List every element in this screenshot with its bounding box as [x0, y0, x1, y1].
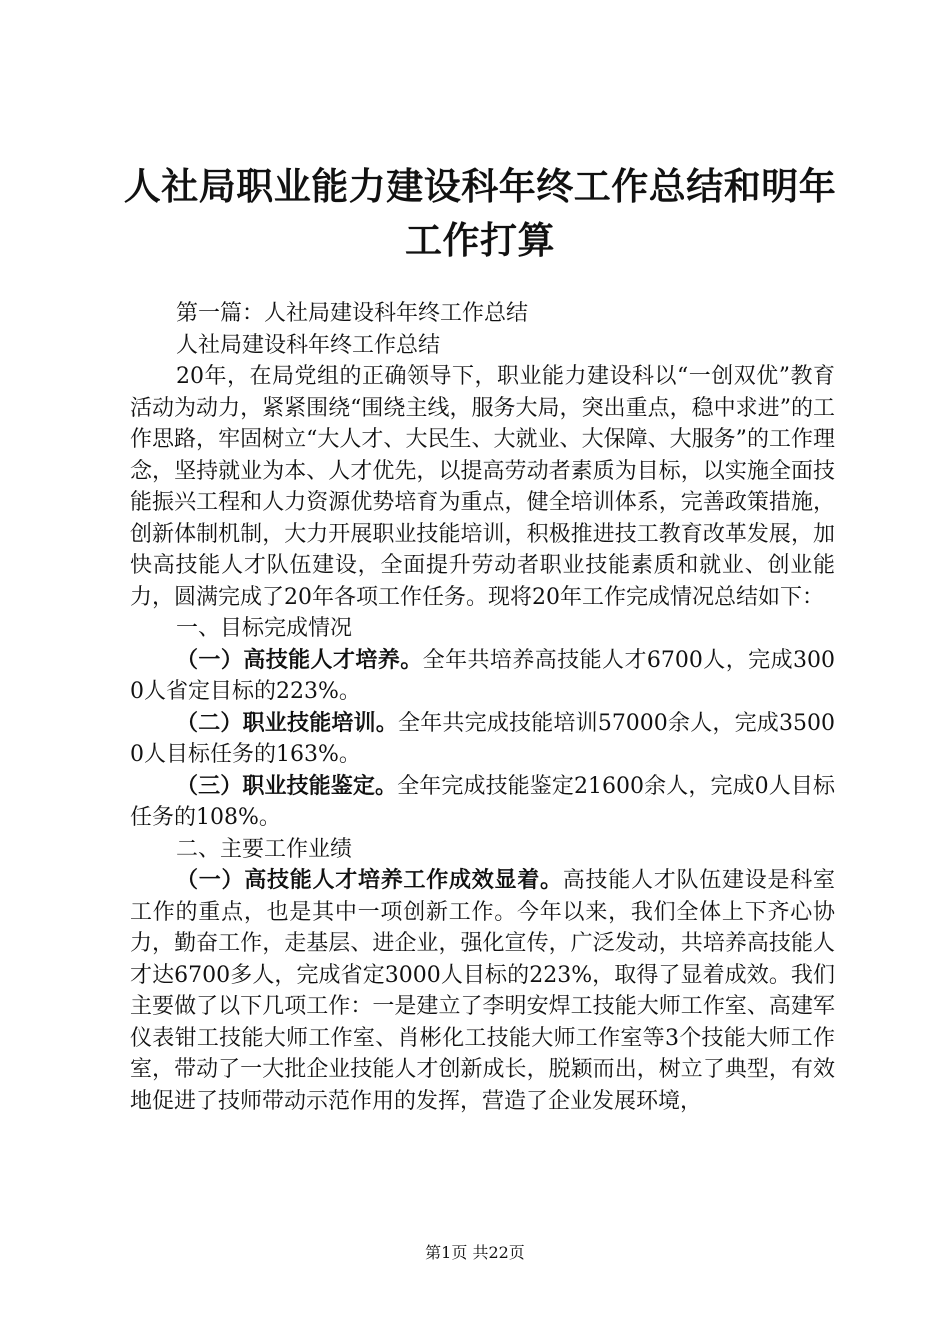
- goal-item-3-text: 全年完成技能鉴定21600余人，完成0人目标任务的108%。: [130, 773, 835, 830]
- goal-item-1-text: 全年共培养高技能人才6700人，完成3000人省定目标的223%。: [130, 647, 835, 704]
- achievement-item-1-label: （一）高技能人才培养工作成效显着。: [176, 868, 563, 893]
- intro-paragraph: 20年，在局党组的正确领导下，职业能力建设科以“一创双优”教育活动为动力，紧紧围绕“围绕主线，服务大局，突出重点，稳中求进”的工作思路，牢固树立“大人才、大民生、大就业、大保障、大服务”的工作理念，坚持就业为本、人才优先，以提高劳动者素质为目标，以实施全面技能振兴工程和人力资源优势培育为重点，健全培训体系，完善政策措施，创新体制机制，大力开展职业技能培训，积极推进技工教育改革发展，加快高技能人才队伍建设，全面提升劳动者职业技能素质和就业、创业能力，圆满完成了20年各项工作任务。现将20年工作完成情况总结如下：: [130, 364, 835, 610]
- goal-item-1: [130, 645, 835, 708]
- page-footer: 第1页 共22页: [425, 1243, 525, 1262]
- goal-item-2-text: 全年共完成技能培训57000余人，完成35000人目标任务的163%。: [130, 710, 835, 767]
- heading-goals: 一、目标完成情况: [176, 616, 353, 641]
- achievement-item-1: [130, 865, 835, 1117]
- goal-item-3: [130, 771, 835, 834]
- heading-achievements: 二、主要工作业绩: [176, 836, 353, 862]
- chapter-heading: 第一篇：人社局建设科年终工作总结: [176, 301, 529, 326]
- document-title: 人社局职业能力建设科年终工作总结和明年工作打算: [123, 165, 837, 262]
- goal-item-2-label: （二）职业技能培训。: [176, 710, 399, 736]
- goal-item-1-label: （一）高技能人才培养。: [176, 647, 423, 673]
- section-title: 人社局建设科年终工作总结: [176, 332, 441, 358]
- goal-item-3-label: （三）职业技能鉴定。: [176, 773, 398, 799]
- goal-item-2: [130, 708, 835, 771]
- document-body: [130, 298, 835, 1117]
- achievement-item-1-text: 高技能人才队伍建设是科室工作的重点，也是其中一项创新工作。今年以来，我们全体上下齐心协力，勤奋工作，走基层、进企业，强化宣传，广泛发动，共培养高技能人才达6700多人，完成省定3000人目标的223%，取得了显着成效。我们主要做了以下几项工作：一是建立了李明安焊工技能大师工作室、高建军仪表钳工技能大师工作室、肖彬化工技能大师工作室等3个技能大师工作室，带动了一大批企业技能人才创新成长，脱颖而出，树立了典型，有效地促进了技师带动示范作用的发挥，营造了企业发展环境，: [130, 868, 835, 1114]
